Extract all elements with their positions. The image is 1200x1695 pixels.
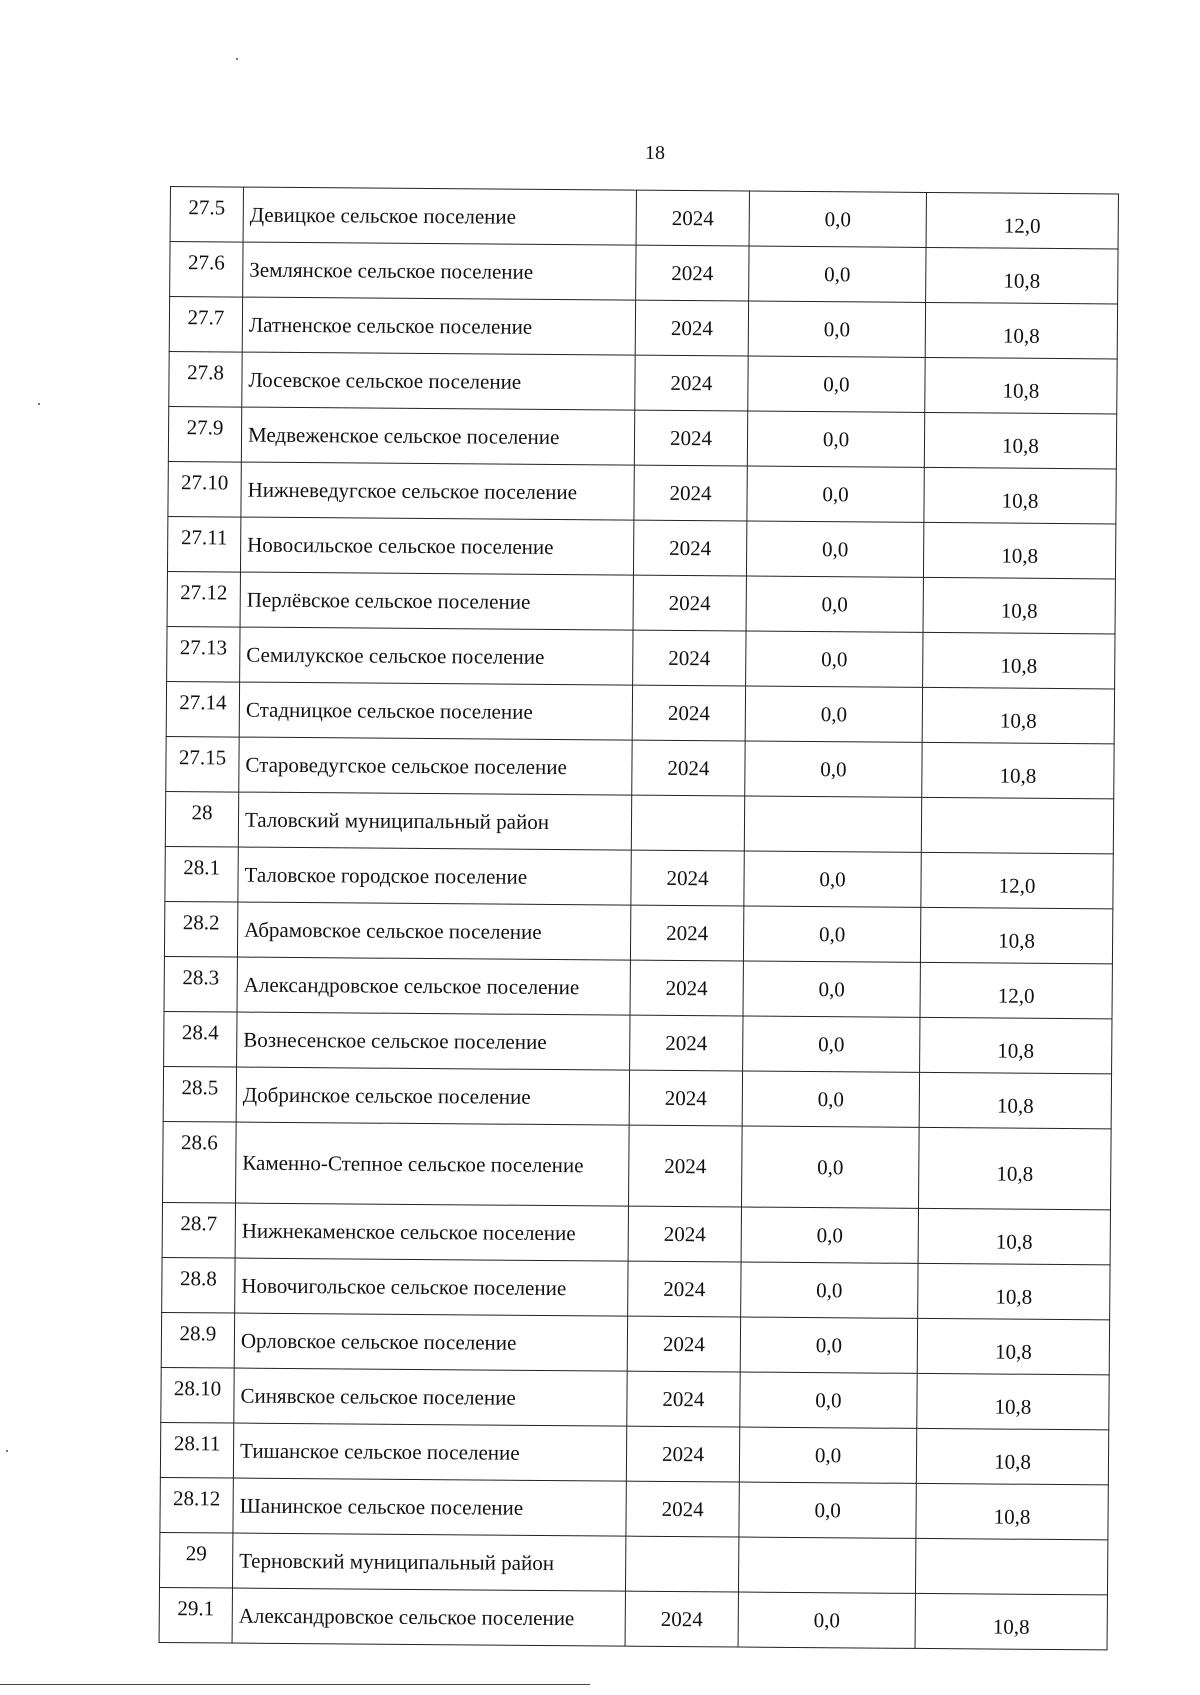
table-body bbox=[159, 187, 1118, 1650]
row-number-cell: 28 bbox=[165, 791, 238, 847]
value-2-cell: 10,8 bbox=[917, 1318, 1109, 1375]
value-1-cell: 0,0 bbox=[747, 411, 924, 467]
year-cell: 2024 bbox=[629, 1125, 743, 1207]
row-number-cell: 27.6 bbox=[170, 242, 243, 298]
value-2-cell: 10,8 bbox=[922, 687, 1114, 744]
value-2-cell: 10,8 bbox=[926, 247, 1118, 304]
table-row bbox=[161, 1312, 1109, 1374]
row-number-cell: 29.1 bbox=[159, 1587, 232, 1643]
table-row bbox=[169, 351, 1117, 413]
scan-speck bbox=[236, 58, 238, 60]
table-row bbox=[162, 1202, 1110, 1264]
value-1-cell: 0,0 bbox=[738, 1592, 915, 1648]
settlements-table bbox=[159, 186, 1119, 1650]
settlement-name-cell: Терновский муниципальный район bbox=[232, 1533, 625, 1591]
table-row bbox=[166, 736, 1114, 798]
value-2-cell: 10,8 bbox=[925, 302, 1117, 359]
table-row bbox=[164, 956, 1112, 1018]
year-cell bbox=[631, 795, 744, 851]
value-2-cell: 10,8 bbox=[919, 1072, 1111, 1129]
value-2-cell: 12,0 bbox=[920, 962, 1112, 1019]
year-cell: 2024 bbox=[630, 905, 743, 961]
year-cell: 2024 bbox=[626, 1426, 739, 1482]
year-cell: 2024 bbox=[628, 1206, 741, 1262]
table-row bbox=[164, 1011, 1112, 1073]
value-1-cell: 0,0 bbox=[739, 1482, 916, 1538]
settlement-name-cell: Вознесенское сельское поселение bbox=[237, 1012, 630, 1070]
value-1-cell: 0,0 bbox=[742, 1071, 919, 1127]
row-number-cell: 28.11 bbox=[160, 1422, 233, 1478]
value-2-cell: 12,0 bbox=[926, 192, 1118, 249]
row-number-cell: 28.4 bbox=[164, 1011, 237, 1067]
year-cell: 2024 bbox=[636, 190, 749, 246]
value-1-cell: 0,0 bbox=[743, 961, 920, 1017]
table-row bbox=[170, 187, 1118, 249]
value-2-cell: 10,8 bbox=[924, 467, 1116, 524]
row-number-cell: 27.9 bbox=[168, 406, 241, 462]
table-row bbox=[159, 1587, 1107, 1649]
table-row bbox=[166, 681, 1114, 743]
year-cell: 2024 bbox=[630, 960, 743, 1016]
settlement-name-cell: Новосильское сельское поселение bbox=[240, 517, 633, 575]
value-1-cell: 0,0 bbox=[748, 356, 925, 412]
year-cell: 2024 bbox=[635, 300, 748, 356]
value-2-cell: 12,0 bbox=[921, 852, 1113, 909]
value-2-cell: 10,8 bbox=[923, 577, 1115, 634]
year-cell: 2024 bbox=[627, 1371, 740, 1427]
value-1-cell: 0,0 bbox=[747, 466, 924, 522]
year-cell bbox=[625, 1536, 738, 1592]
settlement-name-cell: Таловский муниципальный район bbox=[238, 792, 631, 850]
settlement-name-cell: Медвеженское сельское поселение bbox=[241, 407, 634, 465]
value-1-cell: 0,0 bbox=[740, 1317, 917, 1373]
value-2-cell: 10,8 bbox=[918, 1263, 1110, 1320]
table-row bbox=[170, 242, 1118, 304]
row-number-cell: 28.7 bbox=[162, 1202, 235, 1258]
settlement-name-cell: Александровское сельское поселение bbox=[237, 957, 630, 1015]
value-2-cell: 10,8 bbox=[916, 1428, 1108, 1485]
value-2-cell: 10,8 bbox=[925, 357, 1117, 414]
value-2-cell: 10,8 bbox=[923, 522, 1115, 579]
row-number-cell: 27.5 bbox=[170, 187, 243, 243]
row-number-cell: 28.2 bbox=[164, 901, 237, 957]
settlement-name-cell: Каменно-Степное сельское поселение bbox=[236, 1122, 630, 1206]
settlement-name-cell: Тишанское сельское поселение bbox=[233, 1423, 626, 1481]
value-2-cell: 10,8 bbox=[920, 1017, 1112, 1074]
year-cell: 2024 bbox=[636, 245, 749, 301]
settlement-name-cell: Орловское сельское поселение bbox=[234, 1313, 627, 1371]
settlement-name-cell: Александровское сельское поселение bbox=[232, 1588, 625, 1646]
year-cell: 2024 bbox=[633, 520, 746, 576]
value-2-cell: 10,8 bbox=[918, 1208, 1110, 1265]
year-cell: 2024 bbox=[633, 630, 746, 686]
table-row bbox=[163, 1066, 1111, 1128]
settlement-name-cell: Староведугское сельское поселение bbox=[239, 737, 632, 795]
value-1-cell bbox=[744, 796, 921, 852]
value-2-cell bbox=[915, 1538, 1107, 1595]
value-1-cell: 0,0 bbox=[746, 631, 923, 687]
row-number-cell: 29 bbox=[159, 1532, 232, 1588]
settlement-name-cell: Добринское сельское поселение bbox=[236, 1067, 629, 1125]
table-row bbox=[159, 1532, 1107, 1594]
year-cell: 2024 bbox=[635, 355, 748, 411]
value-1-cell bbox=[738, 1537, 915, 1593]
year-cell: 2024 bbox=[628, 1261, 741, 1317]
year-cell: 2024 bbox=[631, 850, 744, 906]
value-2-cell: 10,8 bbox=[923, 632, 1115, 689]
table-row bbox=[168, 461, 1116, 523]
value-2-cell: 10,8 bbox=[917, 1373, 1109, 1430]
table-row bbox=[169, 297, 1117, 359]
table-row bbox=[167, 571, 1115, 633]
scan-speck bbox=[38, 403, 40, 405]
settlement-name-cell: Семилукское сельское поселение bbox=[240, 627, 633, 685]
settlement-name-cell: Новочигольское сельское поселение bbox=[235, 1258, 628, 1316]
value-2-cell: 10,8 bbox=[922, 742, 1114, 799]
year-cell: 2024 bbox=[626, 1481, 739, 1537]
year-cell: 2024 bbox=[633, 575, 746, 631]
row-number-cell: 28.10 bbox=[161, 1367, 234, 1423]
value-1-cell: 0,0 bbox=[743, 1016, 920, 1072]
settlement-name-cell: Нижнекаменское сельское поселение bbox=[235, 1203, 628, 1261]
row-number-cell: 27.15 bbox=[166, 736, 239, 792]
value-1-cell: 0,0 bbox=[741, 1207, 918, 1263]
row-number-cell: 27.14 bbox=[166, 681, 239, 737]
table-row bbox=[164, 901, 1112, 963]
value-1-cell: 0,0 bbox=[740, 1372, 917, 1428]
table-row bbox=[167, 626, 1115, 688]
scan-speck bbox=[6, 1450, 8, 1452]
year-cell: 2024 bbox=[629, 1070, 742, 1126]
year-cell: 2024 bbox=[630, 1015, 743, 1071]
value-1-cell: 0,0 bbox=[739, 1427, 916, 1483]
settlement-name-cell: Девицкое сельское поселение bbox=[243, 187, 636, 245]
page-number: 18 bbox=[645, 142, 665, 164]
value-1-cell: 0,0 bbox=[749, 246, 926, 302]
table-row bbox=[163, 1121, 1112, 1209]
value-1-cell: 0,0 bbox=[746, 521, 923, 577]
row-number-cell: 28.3 bbox=[164, 956, 237, 1012]
settlement-name-cell: Нижневедугское сельское поселение bbox=[241, 462, 634, 520]
year-cell: 2024 bbox=[632, 740, 745, 796]
value-2-cell: 10,8 bbox=[916, 1483, 1108, 1540]
table-row bbox=[165, 846, 1113, 908]
table-row bbox=[168, 406, 1116, 468]
year-cell: 2024 bbox=[625, 1591, 738, 1647]
value-1-cell: 0,0 bbox=[746, 576, 923, 632]
settlement-name-cell: Таловское городское поселение bbox=[238, 847, 631, 905]
value-1-cell: 0,0 bbox=[745, 686, 922, 742]
value-2-cell: 10,8 bbox=[924, 412, 1116, 469]
value-2-cell bbox=[921, 797, 1113, 854]
row-number-cell: 27.12 bbox=[167, 571, 240, 627]
settlement-name-cell: Абрамовское сельское поселение bbox=[237, 902, 630, 960]
row-number-cell: 28.12 bbox=[160, 1477, 233, 1533]
settlement-name-cell: Стадницкое сельское поселение bbox=[239, 682, 632, 740]
value-1-cell: 0,0 bbox=[745, 741, 922, 797]
value-1-cell: 0,0 bbox=[741, 1126, 919, 1208]
value-2-cell: 10,8 bbox=[920, 907, 1112, 964]
settlement-name-cell: Перлёвское сельское поселение bbox=[240, 572, 633, 630]
row-number-cell: 28.1 bbox=[165, 846, 238, 902]
year-cell: 2024 bbox=[634, 465, 747, 521]
table-row bbox=[167, 516, 1115, 578]
row-number-cell: 27.11 bbox=[167, 516, 240, 572]
settlement-name-cell: Землянское сельское поселение bbox=[243, 242, 636, 300]
row-number-cell: 28.5 bbox=[163, 1066, 236, 1122]
table-row bbox=[162, 1257, 1110, 1319]
table-row bbox=[161, 1367, 1109, 1429]
year-cell: 2024 bbox=[632, 685, 745, 741]
value-1-cell: 0,0 bbox=[741, 1262, 918, 1318]
settlement-name-cell: Латненское сельское поселение bbox=[242, 297, 635, 355]
table-row bbox=[160, 1422, 1108, 1484]
settlement-name-cell: Лосевское сельское поселение bbox=[242, 352, 635, 410]
table-row bbox=[165, 791, 1113, 853]
settlement-name-cell: Синявское сельское поселение bbox=[234, 1368, 627, 1426]
table-row bbox=[160, 1477, 1108, 1539]
scan-edge-line bbox=[0, 1684, 590, 1685]
settlement-name-cell: Шанинское сельское поселение bbox=[233, 1478, 626, 1536]
value-2-cell: 10,8 bbox=[915, 1593, 1107, 1650]
value-2-cell: 10,8 bbox=[918, 1127, 1111, 1210]
row-number-cell: 27.10 bbox=[168, 461, 241, 517]
row-number-cell: 28.6 bbox=[163, 1121, 237, 1203]
row-number-cell: 27.8 bbox=[169, 351, 242, 407]
value-1-cell: 0,0 bbox=[748, 301, 925, 357]
row-number-cell: 28.9 bbox=[161, 1312, 234, 1368]
value-1-cell: 0,0 bbox=[749, 191, 926, 247]
year-cell: 2024 bbox=[634, 410, 747, 466]
row-number-cell: 27.13 bbox=[167, 626, 240, 682]
row-number-cell: 27.7 bbox=[169, 297, 242, 353]
year-cell: 2024 bbox=[627, 1316, 740, 1372]
value-1-cell: 0,0 bbox=[744, 851, 921, 907]
row-number-cell: 28.8 bbox=[162, 1257, 235, 1313]
value-1-cell: 0,0 bbox=[743, 906, 920, 962]
